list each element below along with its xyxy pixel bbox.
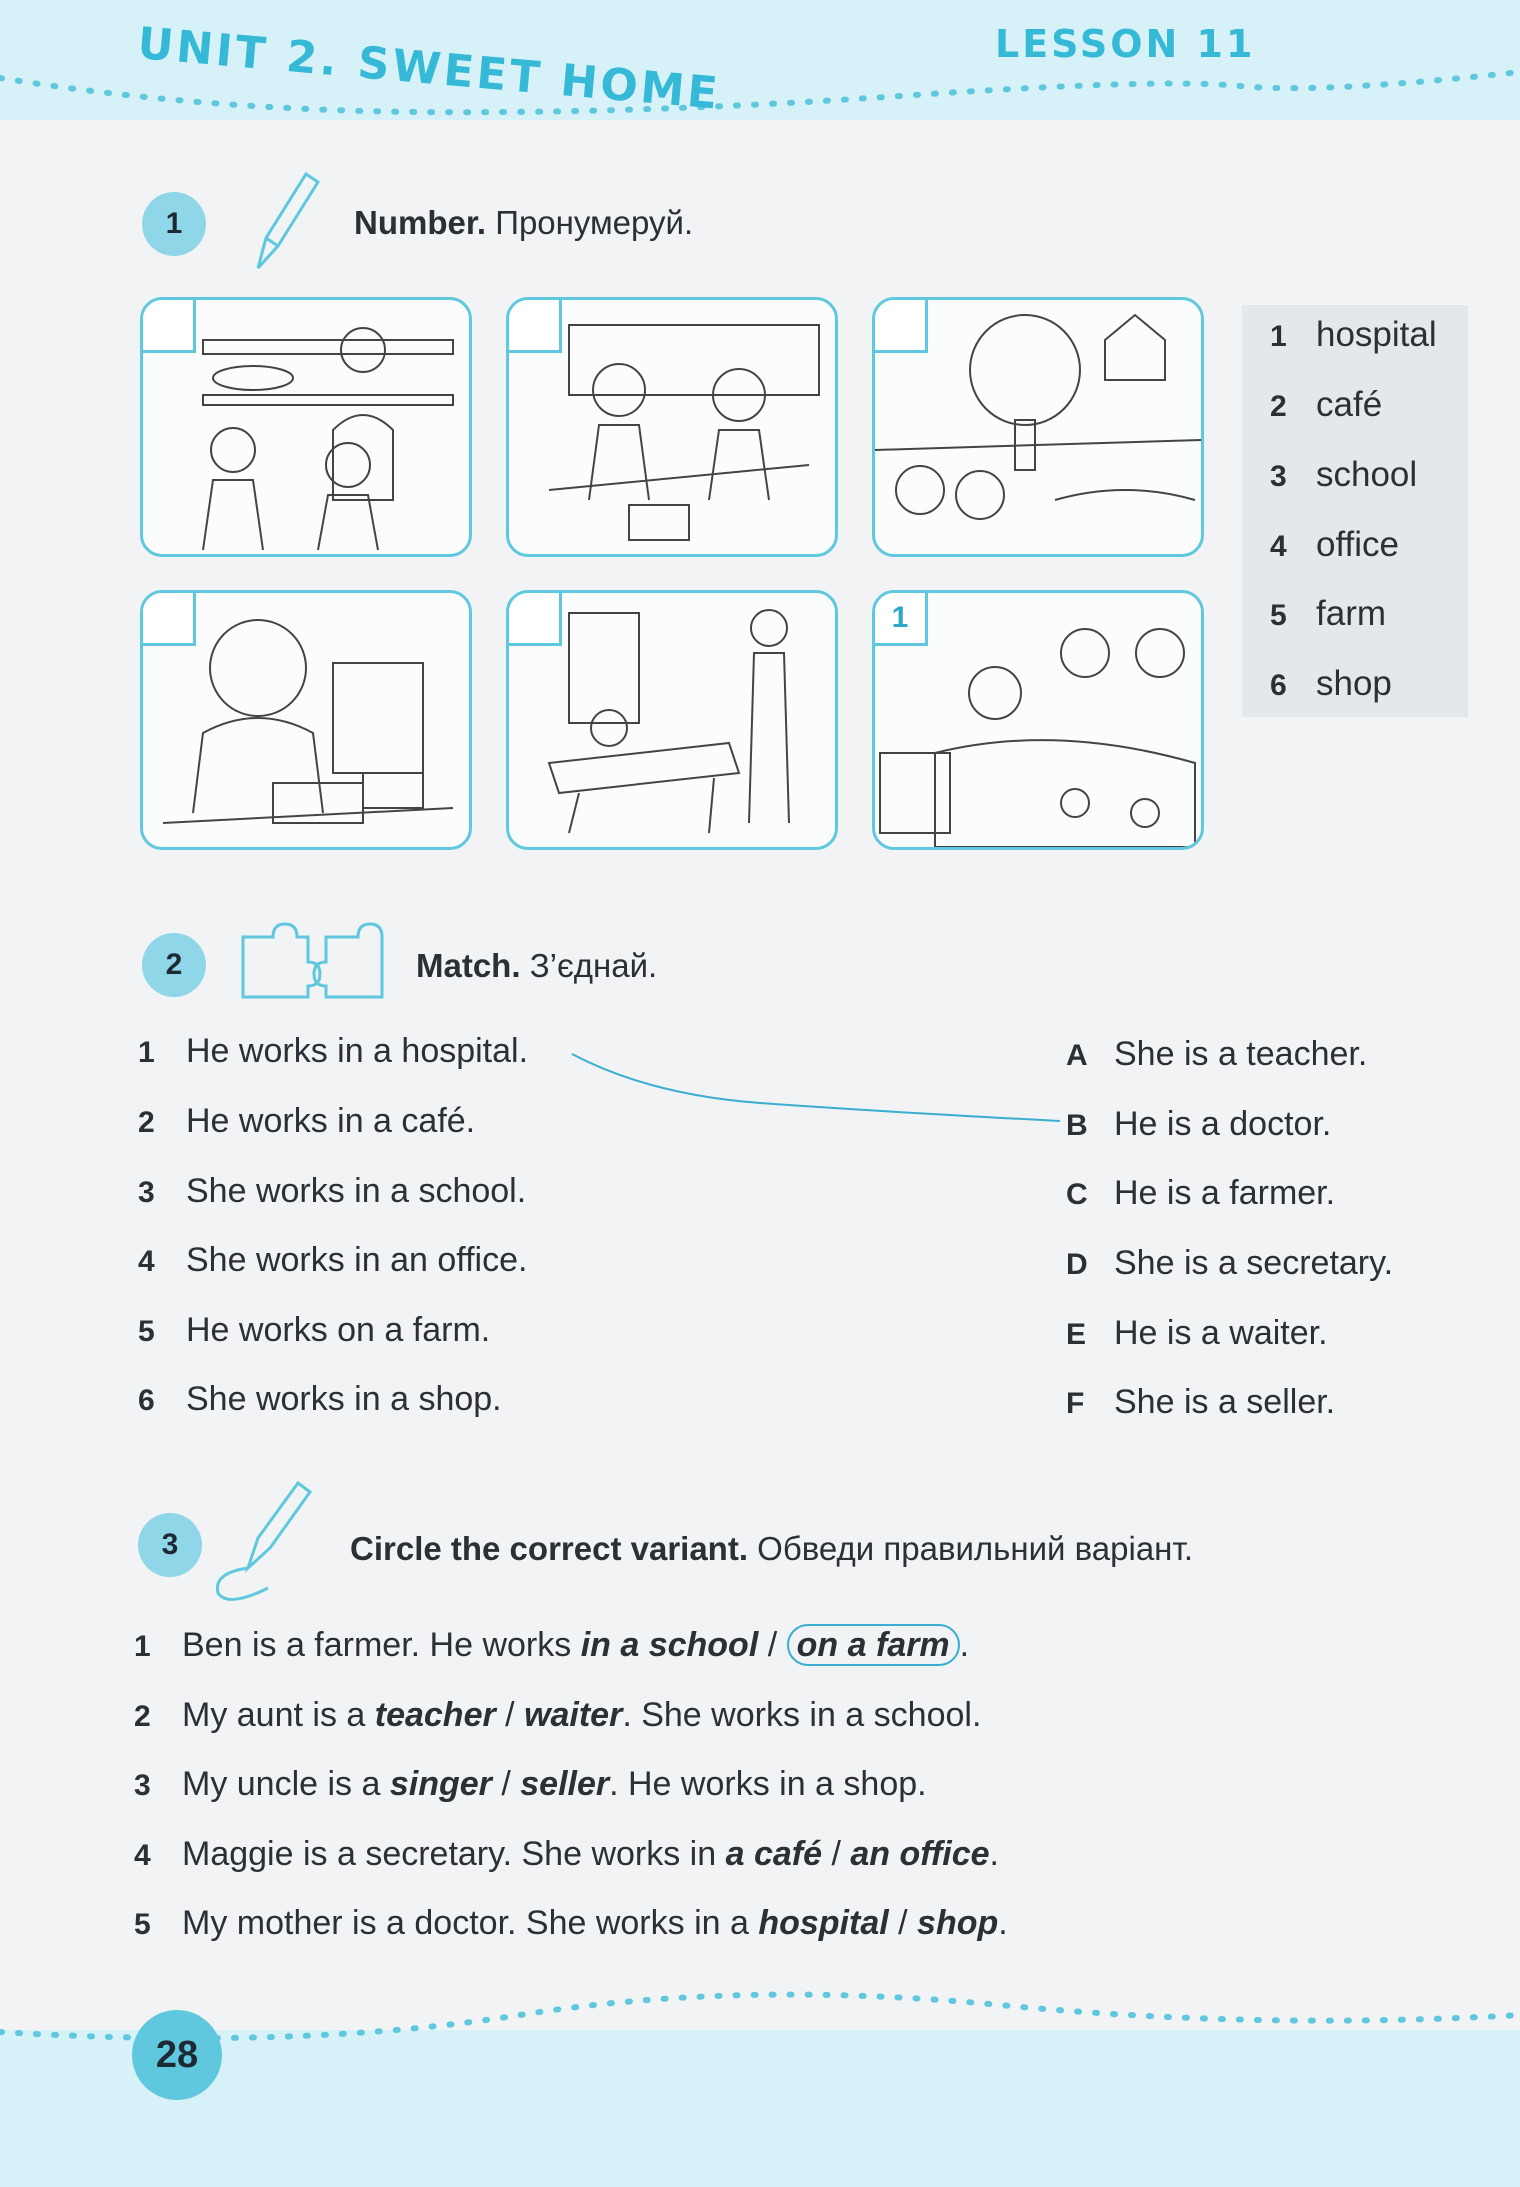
exercise-2-instruction <box>416 947 657 985</box>
picture-office <box>140 590 472 850</box>
match-left-item: 4 She works in an office. <box>138 1241 528 1279</box>
word-label: shop <box>1316 664 1392 703</box>
match-right-text[interactable]: He is a waiter. <box>1114 1314 1328 1352</box>
word-item: 2 café <box>1270 385 1383 424</box>
instruction-ua: Пронумеруй. <box>495 204 694 241</box>
exercise-1-instruction <box>354 204 693 242</box>
option-a[interactable]: hospital <box>758 1904 889 1942</box>
match-left-text[interactable]: She works in a shop. <box>186 1380 502 1418</box>
page-number: 28 <box>132 2010 222 2100</box>
option-b[interactable]: an office <box>850 1835 990 1873</box>
choice-sentence: 2 My aunt is a teacher / waiter. She works in a school. <box>134 1696 982 1734</box>
pencil-icon <box>208 1478 318 1608</box>
answer-box[interactable] <box>875 300 928 353</box>
instruction-ua: Обведи правильний варіант. <box>757 1530 1194 1567</box>
match-right-item: D She is a secretary. <box>1066 1244 1394 1282</box>
exercise-3-badge: 3 <box>138 1513 202 1577</box>
instruction-en: Match. <box>416 947 521 984</box>
match-left-text[interactable]: She works in an office. <box>186 1241 528 1279</box>
match-left-item: 6 She works in a shop. <box>138 1380 502 1418</box>
match-right-text[interactable]: She is a secretary. <box>1114 1244 1394 1282</box>
instruction-ua: З’єднай. <box>529 947 658 984</box>
choice-sentence: 1 Ben is a farmer. He works in a school / on a farm . <box>134 1626 970 1664</box>
match-right-item: C He is a farmer. <box>1066 1174 1336 1212</box>
match-left-item: 5 He works on a farm. <box>138 1311 491 1349</box>
exercise-2-badge: 2 <box>142 933 206 997</box>
choice-sentence: 3 My uncle is a singer / seller. He works in a shop. <box>134 1765 927 1803</box>
answer-box[interactable]: 1 <box>875 593 928 646</box>
option-a[interactable]: singer <box>389 1765 492 1803</box>
picture-hospital <box>872 590 1204 850</box>
option-b[interactable]: waiter <box>524 1696 623 1734</box>
unit-title: UNIT 2. SWEET HOME <box>135 18 723 120</box>
puzzle-icon <box>238 922 388 1002</box>
option-a[interactable]: in a school <box>580 1626 759 1664</box>
match-right-text[interactable]: She is a teacher. <box>1114 1035 1368 1073</box>
match-right-item: E He is a waiter. <box>1066 1314 1328 1352</box>
option-b-circled[interactable]: on a farm <box>787 1624 960 1666</box>
exercise-3-instruction <box>350 1530 1193 1568</box>
match-left-item: 1 He works in a hospital. <box>138 1032 529 1070</box>
option-b[interactable]: seller <box>520 1765 610 1803</box>
word-label: hospital <box>1316 315 1437 354</box>
picture-farm <box>872 297 1204 557</box>
match-left-text[interactable]: He works in a hospital. <box>186 1032 529 1070</box>
match-left-item: 3 She works in a school. <box>138 1172 527 1210</box>
match-right-text[interactable]: He is a farmer. <box>1114 1174 1336 1212</box>
answer-box[interactable] <box>509 593 562 646</box>
picture-shop <box>140 297 472 557</box>
word-item: 3 school <box>1270 455 1418 494</box>
word-label: office <box>1316 525 1400 564</box>
picture-school <box>506 590 838 850</box>
match-left-item: 2 He works in a café. <box>138 1102 476 1140</box>
pencil-icon <box>248 168 320 278</box>
match-left-text[interactable]: He works on a farm. <box>186 1311 491 1349</box>
word-item: 6 shop <box>1270 664 1392 703</box>
option-a[interactable]: teacher <box>374 1696 496 1734</box>
word-label: school <box>1316 455 1418 494</box>
word-label: farm <box>1316 594 1386 633</box>
choice-sentence: 5 My mother is a doctor. She works in a hospital / shop. <box>134 1904 1008 1942</box>
word-label: café <box>1316 385 1383 424</box>
instruction-en: Number. <box>354 204 487 241</box>
exercise-1-badge: 1 <box>142 192 206 256</box>
word-item: 1 hospital <box>1270 315 1437 354</box>
match-left-text[interactable]: He works in a café. <box>186 1102 476 1140</box>
match-right-text[interactable]: She is a seller. <box>1114 1383 1336 1421</box>
match-right-item: A She is a teacher. <box>1066 1035 1368 1073</box>
picture-cafe <box>506 297 838 557</box>
answer-box[interactable] <box>143 593 196 646</box>
word-item: 4 office <box>1270 525 1400 564</box>
match-left-text[interactable]: She works in a school. <box>186 1172 527 1210</box>
option-a[interactable]: a café <box>725 1835 822 1873</box>
match-right-item: F She is a seller. <box>1066 1383 1336 1421</box>
instruction-en: Circle the correct variant. <box>350 1530 748 1567</box>
word-item: 5 farm <box>1270 594 1386 633</box>
match-right-item: B He is a doctor. <box>1066 1105 1332 1143</box>
word-list-panel <box>1242 305 1468 717</box>
answer-box[interactable] <box>143 300 196 353</box>
option-b[interactable]: shop <box>917 1904 999 1942</box>
answer-box[interactable] <box>509 300 562 353</box>
match-right-text[interactable]: He is a doctor. <box>1114 1105 1332 1143</box>
choice-sentence: 4 Maggie is a secretary. She works in a café / an office. <box>134 1835 999 1873</box>
lesson-title: LESSON 11 <box>995 22 1256 66</box>
